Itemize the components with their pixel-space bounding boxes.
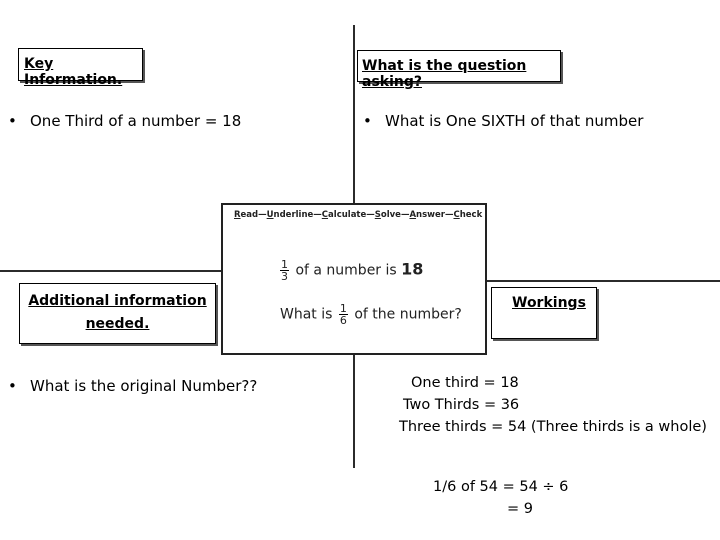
workings-line-1: One third = 18 [411, 375, 519, 391]
key-information-heading: Key Information. [24, 56, 123, 88]
strategy-letter: U [266, 210, 274, 220]
fraction-denominator: 6 [339, 314, 347, 327]
strategy-word: ead [240, 210, 259, 220]
fraction-one-sixth [339, 303, 348, 326]
problem-line-2 [280, 303, 462, 326]
bullet-icon: • [363, 112, 372, 130]
strategy-word: olve [380, 210, 401, 220]
additional-information-heading-line2: needed. [85, 316, 150, 332]
strategy-letter: R [234, 210, 241, 220]
strategy-letter: C [321, 210, 329, 220]
horizontal-divider-right [487, 280, 720, 282]
strategy-word: alculate [328, 210, 367, 220]
fraction-denominator: 3 [281, 270, 288, 283]
calculation-result: = 9 [507, 501, 533, 517]
problem-line-2-prefix: What is [280, 306, 333, 323]
strategy-separator: — [366, 210, 375, 220]
workings-line-3: Three thirds = 54 (Three thirds is a whole) [399, 419, 707, 435]
question-asking-text: What is One SIXTH of that number [385, 112, 644, 130]
workings-heading: Workings [512, 295, 586, 311]
workings-box [491, 287, 597, 339]
strategy-word: nswer [416, 210, 445, 220]
strategy-letter: S [374, 210, 381, 220]
strategy-separator: — [400, 210, 410, 220]
question-asking-heading: What is the question asking? [362, 58, 527, 90]
fraction-one-third [280, 259, 289, 282]
problem-line-1 [278, 259, 423, 282]
strategy-word: heck [459, 210, 483, 220]
strategy-separator: — [258, 210, 267, 220]
problem-value-18: 18 [401, 259, 424, 279]
question-asking-box [357, 50, 561, 90]
workings-line-2: Two Thirds = 36 [403, 397, 520, 413]
bullet-icon: • [8, 377, 17, 395]
fraction-numerator: 1 [281, 258, 288, 271]
strategy-letter: C [453, 210, 460, 220]
key-information-text: One Third of a number = 18 [30, 112, 242, 130]
bullet-icon: • [8, 112, 17, 130]
additional-information-text: What is the original Number?? [30, 377, 258, 395]
rucsac-strategy [234, 210, 482, 220]
problem-line-1-text: of a number is [295, 262, 397, 279]
strategy-separator: — [444, 210, 454, 220]
problem-line-2-suffix: of the number? [354, 306, 462, 323]
strategy-separator: — [313, 210, 322, 220]
horizontal-divider-left [0, 270, 221, 272]
key-information-bullet [8, 112, 241, 130]
fraction-numerator: 1 [339, 302, 347, 315]
additional-information-box [19, 283, 216, 344]
problem-card [221, 203, 487, 355]
question-asking-bullet [363, 112, 643, 130]
additional-information-bullet [8, 377, 257, 395]
additional-information-heading-line1: Additional information [28, 293, 207, 309]
calculation-line-1: 1/6 of 54 = 54 ÷ 6 [433, 479, 569, 495]
strategy-letter: A [409, 210, 417, 220]
strategy-word: nderline [273, 210, 314, 220]
key-information-box [18, 48, 143, 88]
